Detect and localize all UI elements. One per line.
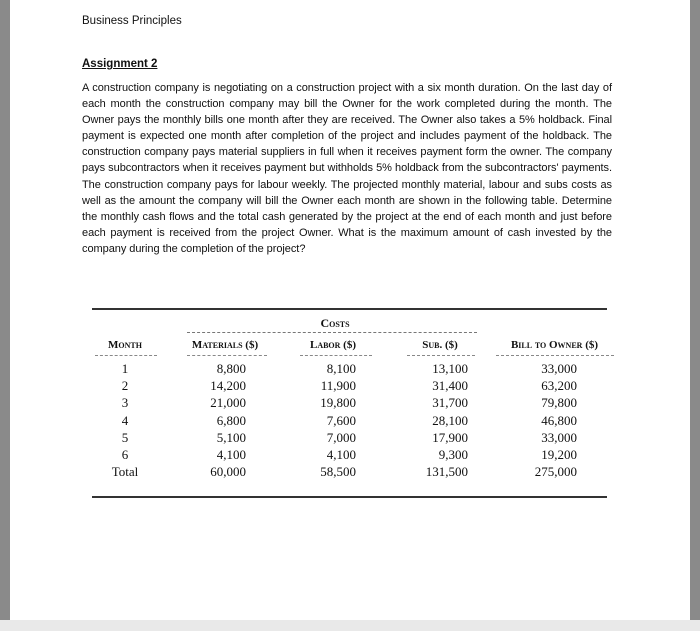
cell-labor: 8,100 <box>326 361 356 376</box>
cell-bill: 33,000 <box>541 361 577 376</box>
cell-materials-total: 60,000 <box>210 464 246 480</box>
header-rule-month <box>95 355 157 357</box>
cell-month: 4 <box>121 412 129 428</box>
column-labor <box>298 360 356 480</box>
cell-labor: 4,100 <box>326 446 356 462</box>
cell-bill-total: 275,000 <box>534 464 577 480</box>
cell-labor: 7,000 <box>326 429 356 445</box>
cell-sub: 17,900 <box>432 429 468 445</box>
cell-materials: 5,100 <box>216 429 246 445</box>
cell-month: 2 <box>121 378 129 394</box>
cell-labor: 11,900 <box>320 378 356 394</box>
cell-sub: 28,100 <box>432 412 468 428</box>
cell-sub: 31,700 <box>432 395 468 411</box>
table-top-rule <box>92 308 607 310</box>
header-title: Business Principles <box>82 15 182 27</box>
cell-materials: 6,800 <box>216 412 246 428</box>
cell-month: 1 <box>121 361 129 376</box>
header-bill-to-owner: Bill to Owner ($) <box>510 339 599 351</box>
cell-bill: 63,200 <box>541 378 577 394</box>
header-rule-sub <box>407 355 475 357</box>
header-sub: Sub. ($) <box>422 339 458 351</box>
cell-labor-total: 58,500 <box>320 464 356 480</box>
right-border <box>690 0 700 631</box>
column-bill-to-owner <box>515 360 577 480</box>
cell-labor: 19,800 <box>320 395 356 411</box>
cell-month: 6 <box>121 446 129 462</box>
cell-sub: 13,100 <box>432 361 468 376</box>
cell-bill: 33,000 <box>541 429 577 445</box>
assignment-body-text: A construction company is negotiating on a construction project with a six month duration. On the last day of each month the construction company may bill the Owner for the work completed during the month. The Owner pays the monthly bills one month after they are received. The Owner also takes a 5% holdback. Final payment is expected one month after completion of the project and includes payment of the holdback. The construction company pays material suppliers in full when it receives payment form the owner. The company pays subcontractors when it receives payment but withholds 5% holdback from the subcontractors' payments. The construction company pays for labour weekly. The projected monthly material, labour and subs costs as well as the amount the company will bill the Owner each month are shown in the following table. Determine the monthly cash flows and the total cash generated by the project at the end of each month and just before each payment is received from the project Owner. What is the maximum amount of cash invested by the company during the completion of the project? <box>82 82 612 255</box>
cell-sub: 31,400 <box>432 378 468 394</box>
cell-sub: 9,300 <box>438 446 468 462</box>
cell-bill: 19,200 <box>541 446 577 462</box>
cell-bill: 46,800 <box>541 412 577 428</box>
costs-group-rule <box>187 332 477 334</box>
header-labor: Labor ($) <box>309 339 357 351</box>
column-sub <box>410 360 468 480</box>
costs-group-header: Costs <box>320 316 350 330</box>
header-rule-materials <box>187 355 267 357</box>
assignment-heading: Assignment 2 <box>82 58 158 70</box>
column-materials <box>190 360 246 480</box>
table-bottom-rule <box>92 496 607 498</box>
header-rule-bill <box>496 355 614 357</box>
cell-materials: 4,100 <box>216 446 246 462</box>
cell-bill: 79,800 <box>541 395 577 411</box>
header-materials: Materials ($) <box>191 339 259 351</box>
header-month: Month <box>108 339 142 351</box>
cell-materials: 21,000 <box>210 395 246 411</box>
cell-materials: 14,200 <box>210 378 246 394</box>
header-rule-labor <box>300 355 372 357</box>
cell-sub-total: 131,500 <box>425 464 468 480</box>
cell-month: 3 <box>121 395 129 411</box>
cell-month: 5 <box>121 429 129 445</box>
cell-month-total: Total <box>111 464 139 480</box>
cell-materials: 8,800 <box>216 361 246 376</box>
left-border <box>0 0 10 631</box>
column-month <box>95 360 155 480</box>
bottom-band <box>0 620 700 631</box>
cell-labor: 7,600 <box>326 412 356 428</box>
